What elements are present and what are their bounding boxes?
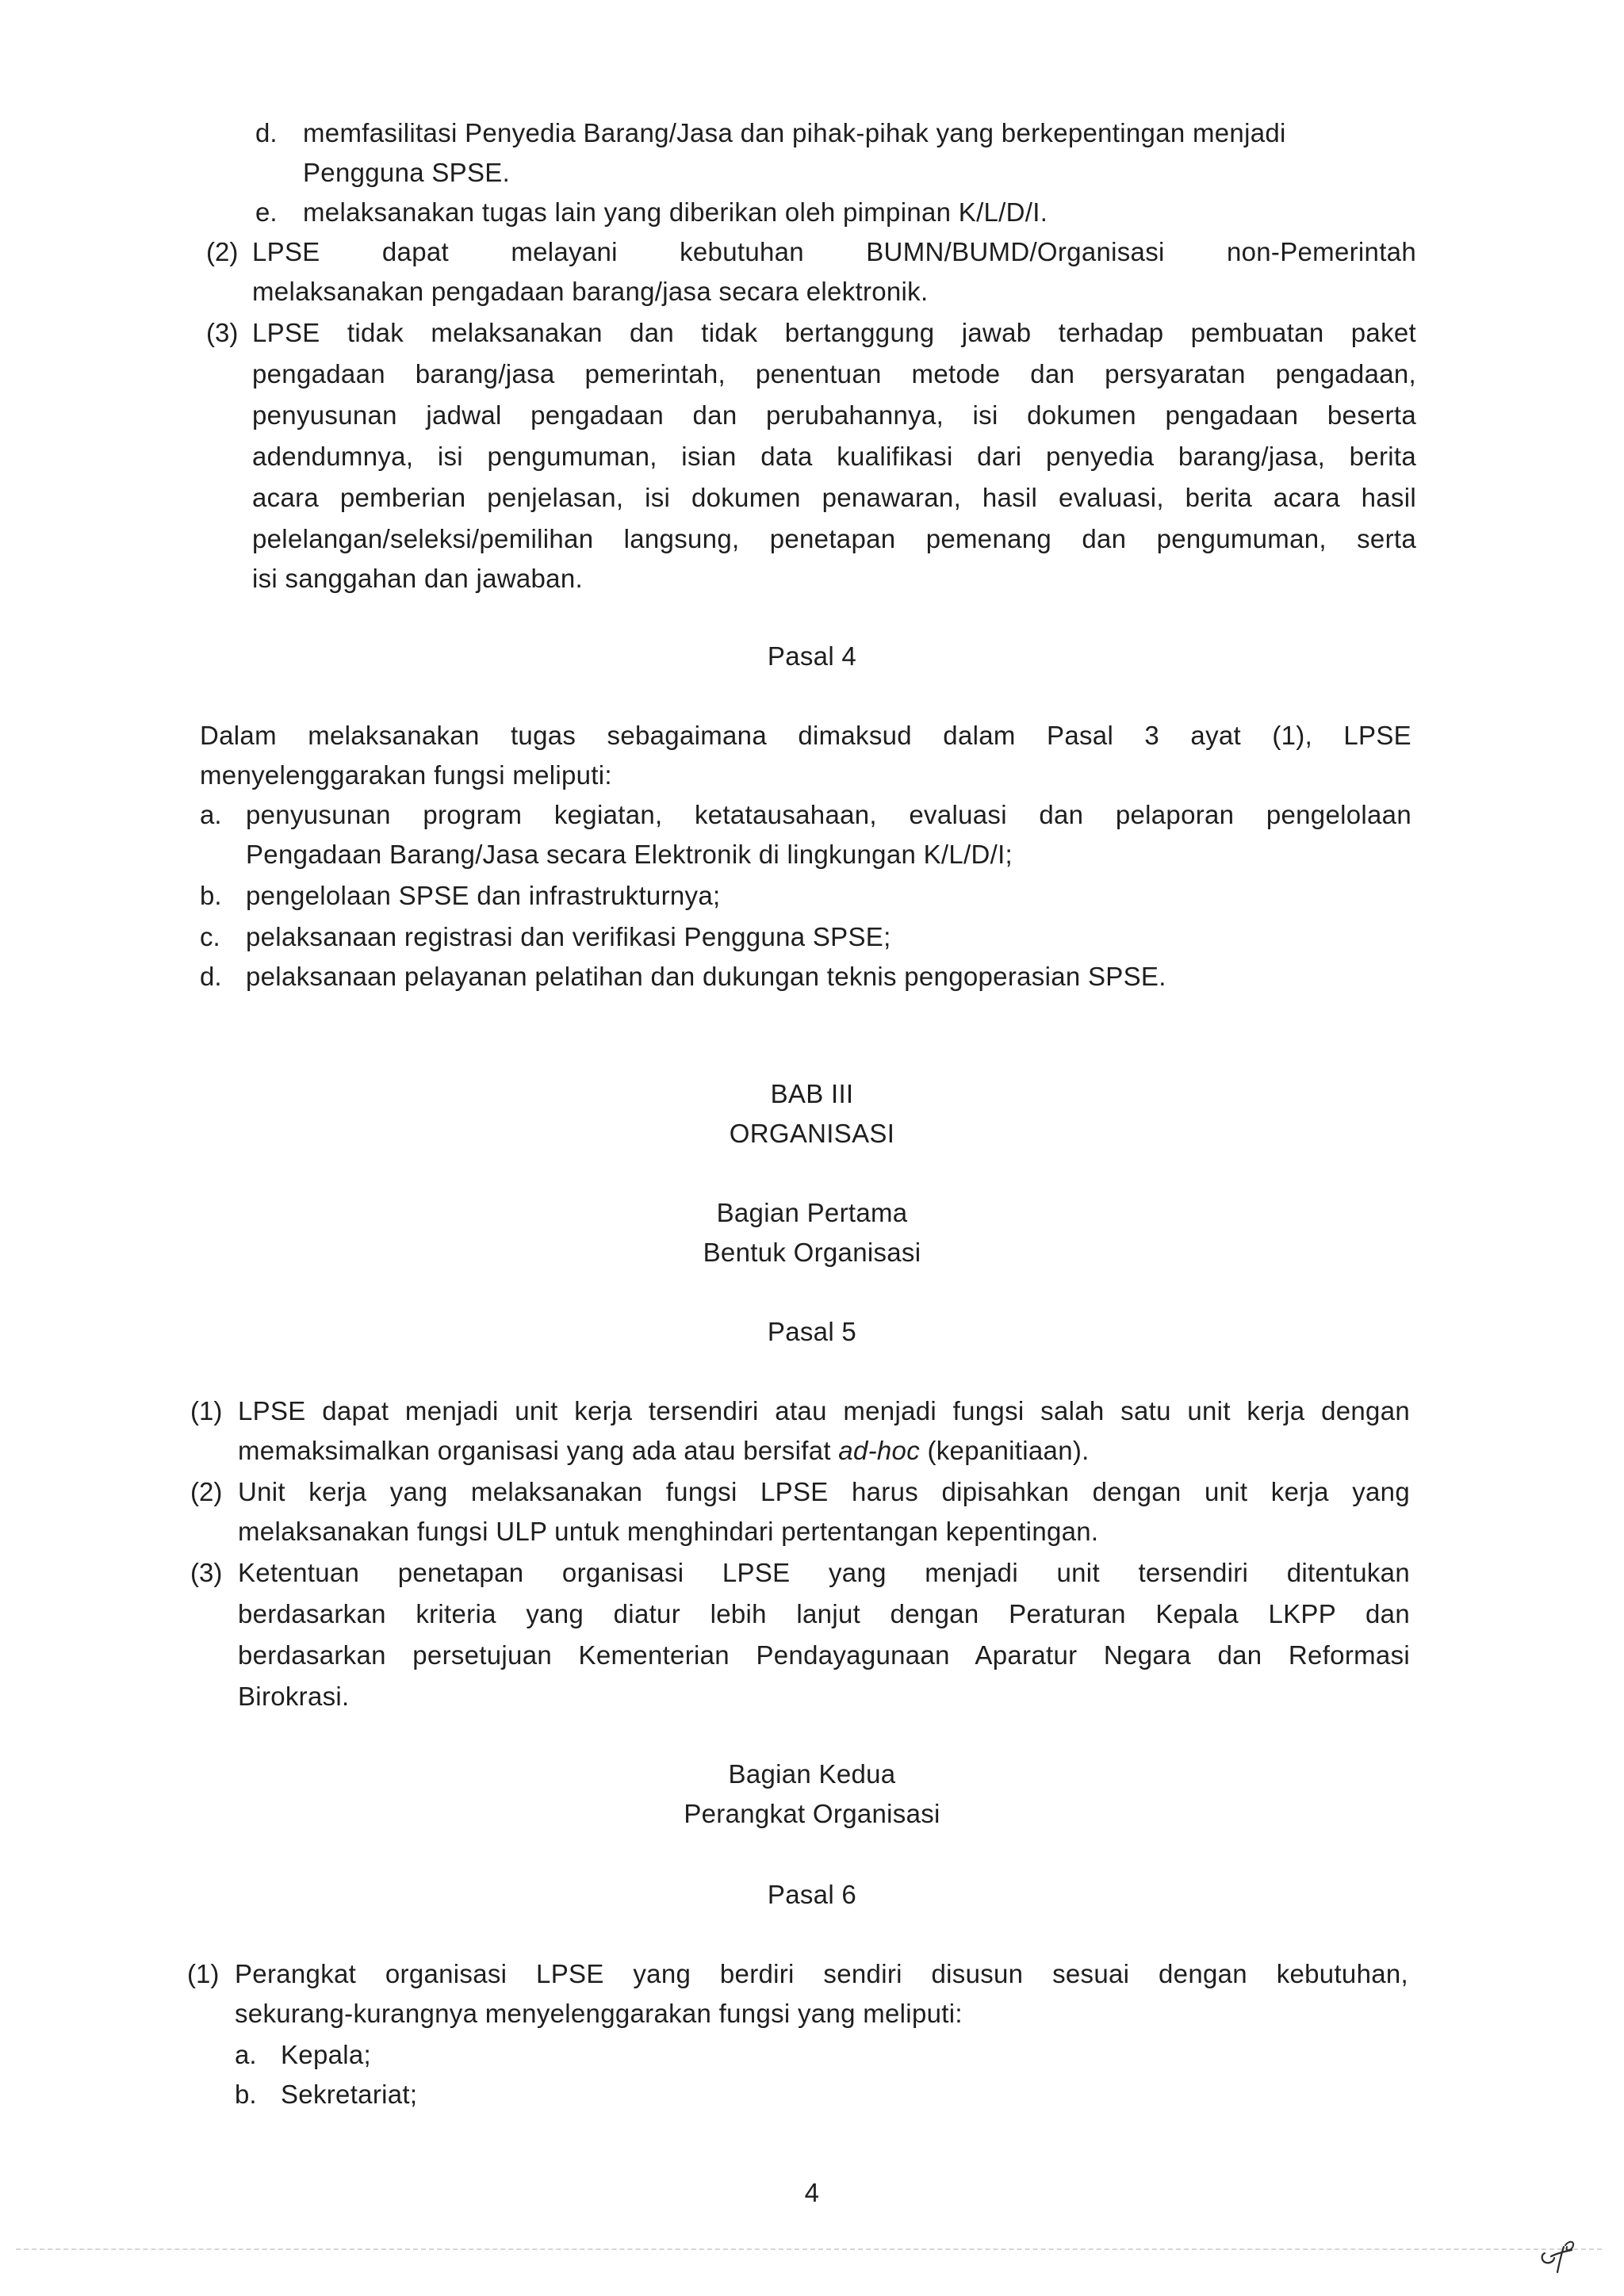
paragraph-1-line2: sekurang-kurangnya menyelenggarakan fungsi yang meliputi: (235, 1999, 963, 2028)
list-item: Kepala; (281, 2040, 372, 2069)
paragraph-1-line1: Perangkat organisasi LPSE yang berdiri sendiri disusun sesuai dengan kebutuhan, (235, 1959, 1408, 1988)
paragraph-3-line: Ketentuan penetapan organisasi LPSE yang menjadi unit tersendiri ditentukan (238, 1558, 1410, 1587)
paragraph-number: (1) (190, 1396, 223, 1425)
part-title: Bentuk Organisasi (703, 1238, 921, 1267)
paragraph-number: (3) (190, 1558, 223, 1587)
italic-term: ad-hoc (838, 1436, 920, 1465)
word: kebutuhan (680, 237, 804, 266)
paragraph-2-line2: melaksanakan fungsi ULP untuk menghindari pertentangan kepentingan. (238, 1517, 1099, 1546)
list-item-line1: pelaksanaan pelayanan pelatihan dan dukungan teknis pengoperasian SPSE. (246, 962, 1166, 991)
list-item-line1: pelaksanaan registrasi dan verifikasi Pengguna SPSE; (246, 922, 891, 951)
paragraph-2-line2: melaksanakan pengadaan barang/jasa secara elektronik. (252, 277, 929, 306)
list-item-line1: pengelolaan SPSE dan infrastrukturnya; (246, 881, 721, 910)
paragraph-3-line: isi sanggahan dan jawaban. (252, 564, 583, 593)
paragraph-number: (3) (206, 318, 239, 347)
line-text: (kepanitiaan). (920, 1436, 1090, 1465)
paragraph-number: (2) (206, 237, 239, 266)
paragraph-3-line: pengadaan barang/jasa pemerintah, penentuan metode dan persyaratan pengadaan, (252, 359, 1416, 388)
paragraph-3-line: LPSE tidak melaksanakan dan tidak bertanggung jawab terhadap pembuatan paket (252, 318, 1416, 347)
paragraph-3-line: penyusunan jadwal pengadaan dan perubahannya, isi dokumen pengadaan beserta (252, 400, 1416, 430)
section-heading: Pasal 4 (767, 641, 857, 671)
paragraph-3-line: adendumnya, isi pengumuman, isian data kualifikasi dari penyedia barang/jasa, berita (252, 442, 1416, 471)
section-heading: Pasal 5 (767, 1317, 857, 1346)
item-label: e. (255, 197, 278, 227)
paragraph-2-line1: Unit kerja yang melaksanakan fungsi LPSE harus dipisahkan dengan unit kerja yang (238, 1477, 1410, 1506)
item-label: a. (200, 800, 222, 829)
paragraph-3-line: pelelangan/seleksi/pemilihan langsung, penetapan pemenang dan pengumuman, serta (252, 524, 1416, 553)
list-item-line2: Pengadaan Barang/Jasa secara Elektronik di lingkungan K/L/D/I; (246, 840, 1013, 869)
page-number: 4 (804, 2178, 820, 2207)
intro-line2: menyelenggarakan fungsi meliputi: (200, 760, 612, 790)
line-text: memfasilitasi Penyedia Barang/Jasa dan pihak-pihak yang berkepentingan menjadi (303, 118, 1286, 147)
list-item: Sekretariat; (281, 2080, 418, 2109)
footer-divider (16, 2248, 1602, 2250)
section-heading: Pasal 6 (767, 1880, 857, 1909)
paragraph-2-line1 (252, 235, 1416, 270)
initial-signature-icon (1537, 2237, 1583, 2275)
intro-line1: Dalam melaksanakan tugas sebagaimana dimaksud dalam Pasal 3 ayat (1), LPSE (200, 721, 1411, 750)
item-label: a. (235, 2040, 257, 2069)
chapter-number: BAB III (770, 1079, 854, 1108)
paragraph-3-line: Birokrasi. (238, 1682, 350, 1711)
chapter-title: ORGANISASI (729, 1119, 895, 1148)
part-heading: Bagian Kedua (728, 1759, 896, 1789)
paragraph-number: (1) (187, 1959, 220, 1988)
item-label: d. (200, 962, 222, 991)
part-title: Perangkat Organisasi (684, 1799, 940, 1828)
paragraph-3-line: acara pemberian penjelasan, isi dokumen penawaran, hasil evaluasi, berita acara hasil (252, 483, 1416, 512)
line-text: memaksimalkan organisasi yang ada atau bersifat (238, 1436, 839, 1465)
paragraph-1-line2 (238, 1433, 1090, 1468)
word: LPSE (252, 237, 320, 266)
item-d-line2: Pengguna SPSE. (303, 158, 511, 187)
item-label: d. (255, 118, 278, 147)
list-item-line1: penyusunan program kegiatan, ketatausahaan, evaluasi dan pelaporan pengelolaan (246, 800, 1411, 829)
item-label: c. (200, 922, 220, 951)
paragraph-number: (2) (190, 1477, 223, 1506)
paragraph-3-line: berdasarkan persetujuan Kementerian Pendayagunaan Aparatur Negara dan Reformasi (238, 1640, 1410, 1670)
item-d-line1 (303, 116, 1416, 151)
item-label: b. (235, 2080, 257, 2109)
paragraph-1-line1: LPSE dapat menjadi unit kerja tersendiri atau menjadi fungsi salah satu unit kerja dengan (238, 1396, 1410, 1425)
item-label: b. (200, 881, 222, 910)
word: BUMN/BUMD/Organisasi (866, 237, 1165, 266)
paragraph-3-line: berdasarkan kriteria yang diatur lebih lanjut dengan Peraturan Kepala LKPP dan (238, 1599, 1410, 1628)
part-heading: Bagian Pertama (716, 1198, 908, 1227)
word: melayani (511, 237, 618, 266)
word: dapat (381, 237, 449, 266)
item-e-line1: melaksanakan tugas lain yang diberikan oleh pimpinan K/L/D/I. (303, 197, 1048, 227)
word: non-Pemerintah (1226, 237, 1416, 266)
